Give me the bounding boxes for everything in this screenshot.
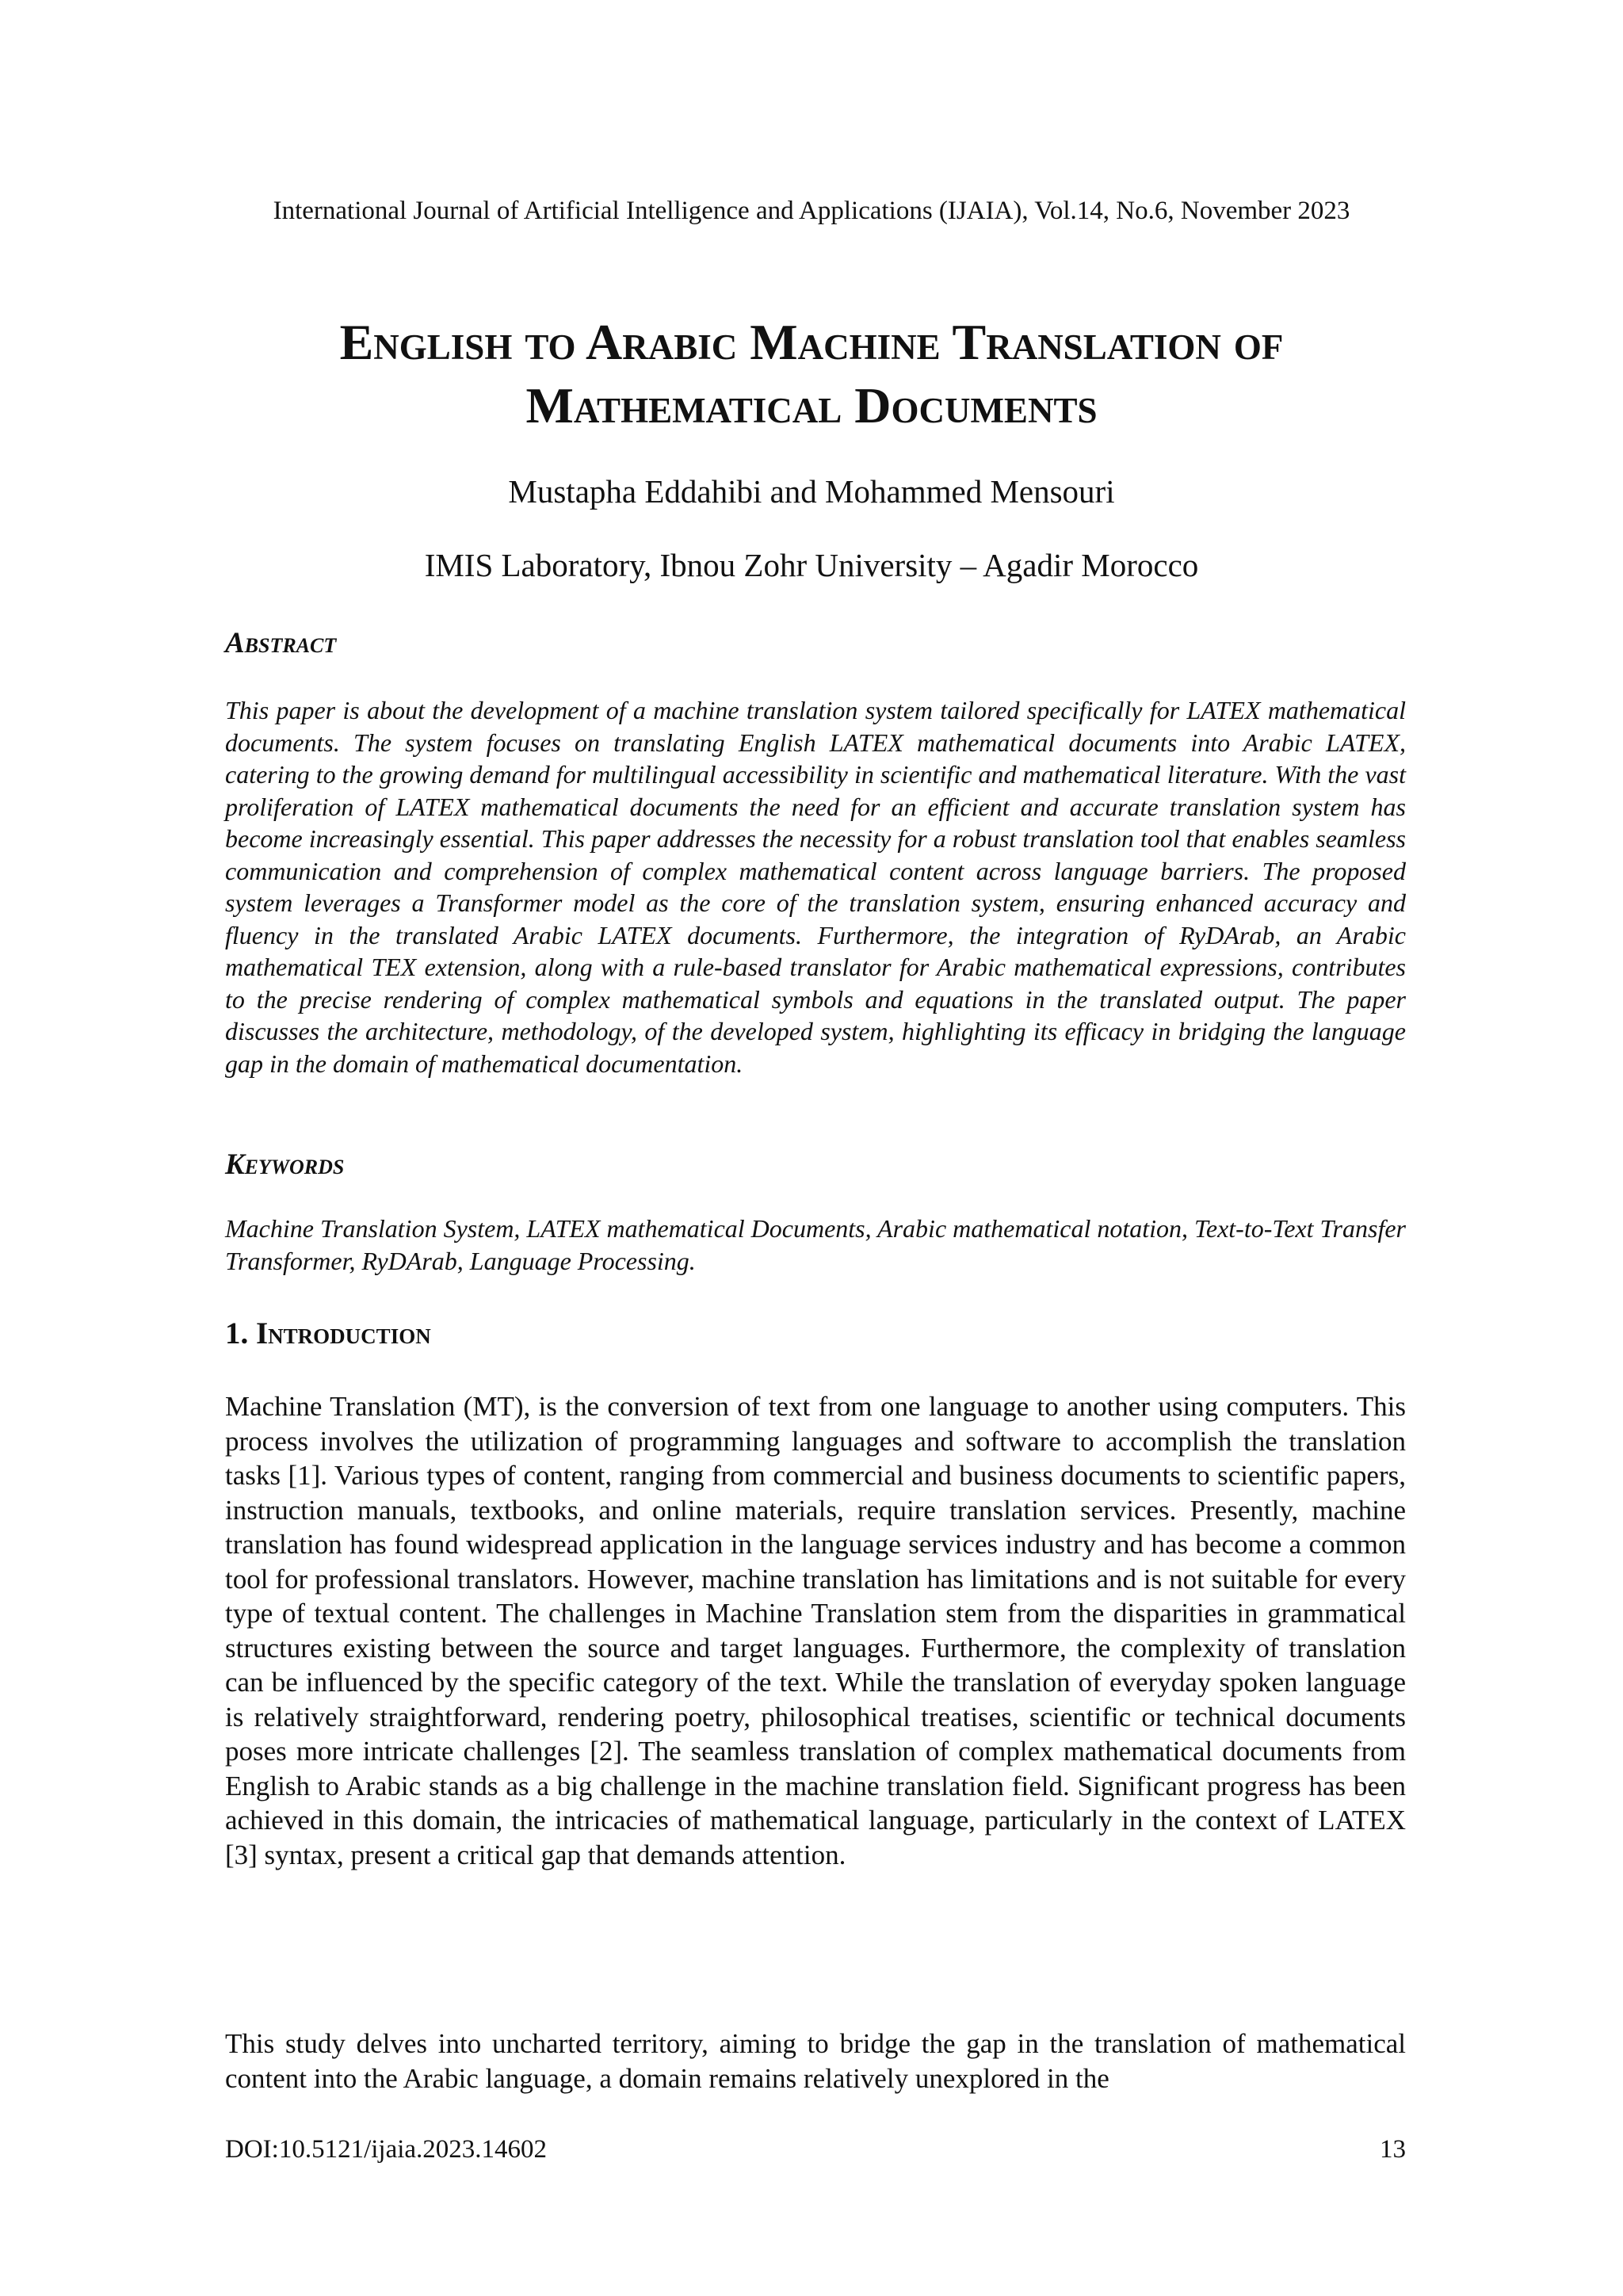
paper-title-line-1: English to Arabic Machine Translation of xyxy=(339,314,1284,370)
affiliation: IMIS Laboratory, Ibnou Zohr University – Agadir Morocco xyxy=(424,547,1199,583)
introduction-heading: 1. Introduction xyxy=(225,1316,431,1350)
author-list: Mustapha Eddahibi and Mohammed Mensouri xyxy=(508,473,1115,510)
page-number: 13 xyxy=(1380,2135,1406,2164)
introduction-paragraph-2: This study delves into uncharted territory, aiming to bridge the gap in the translation of mathematical content into the Arabic language, a domain remains relatively unexplored in the xyxy=(225,2028,1406,2094)
doi-footer: DOI:10.5121/ijaia.2023.14602 xyxy=(225,2135,548,2164)
abstract-heading: Abstract xyxy=(225,627,337,659)
introduction-paragraph-1: Machine Translation (MT), is the conversion of text from one language to another using computers. This process involves the utilization of programming languages and software to accomplish the translation tasks [1]. Various types of content, ranging from commercial and business documents to scientific papers, instruction manuals, textbooks, and online materials, require translation services. Presently, machine translation has found widespread application in the language services industry and has become a common tool for professional translators. However, machine translation has limitations and is not suitable for every type of textual content. The challenges in Machine Translation stem from the disparities in grammatical structures existing between the source and target languages. Furthermore, the complexity of translation can be influenced by the specific category of the text. While the translation of everyday spoken language is relatively straightforward, rendering poetry, philosophical treatises, scientific or technical documents poses more intricate challenges [2]. The seamless translation of complex mathematical documents from English to Arabic stands as a big challenge in the machine translation field. Significant progress has been achieved in this domain, the intricacies of mathematical language, particularly in the context of LATEX [3] syntax, present a critical gap that demands attention. xyxy=(225,1391,1406,1870)
keywords-heading: Keywords xyxy=(225,1148,345,1181)
keywords-text: Machine Translation System, LATEX mathematical Documents, Arabic mathematical notation, Text-to-Text Transfer Transformer, RyDArab, Language Processing. xyxy=(225,1214,1406,1275)
paper-title xyxy=(143,311,1480,437)
paper-title-line-2: Mathematical Documents xyxy=(525,377,1098,434)
abstract-text: This paper is about the development of a machine translation system tailored specifically for LATEX mathematical documents. The system focuses on translating English LATEX mathematical documents into Arabic LATEX, catering to the growing demand for multilingual accessibility in scientific and mathematical literature. With the vast proliferation of LATEX mathematical documents the need for an efficient and accurate translation system has become increasingly essential. This paper addresses the necessity for a robust translation tool that enables seamless communication and comprehension of complex mathematical content across language barriers. The proposed system leverages a Transformer model as the core of the translation system, ensuring enhanced accuracy and fluency in the translated Arabic LATEX documents. Furthermore, the integration of RyDArab, an Arabic mathematical TEX extension, along with a rule-based translator for Arabic mathematical expressions, contributes to the precise rendering of complex mathematical symbols and equations in the translated output. The paper discusses the architecture, methodology, of the developed system, highlighting its efficacy in bridging the language gap in the domain of mathematical documentation. xyxy=(225,696,1406,1078)
running-header: International Journal of Artificial Intelligence and Applications (IJAIA), Vol.14, No.6, November 2023 xyxy=(273,197,1350,225)
